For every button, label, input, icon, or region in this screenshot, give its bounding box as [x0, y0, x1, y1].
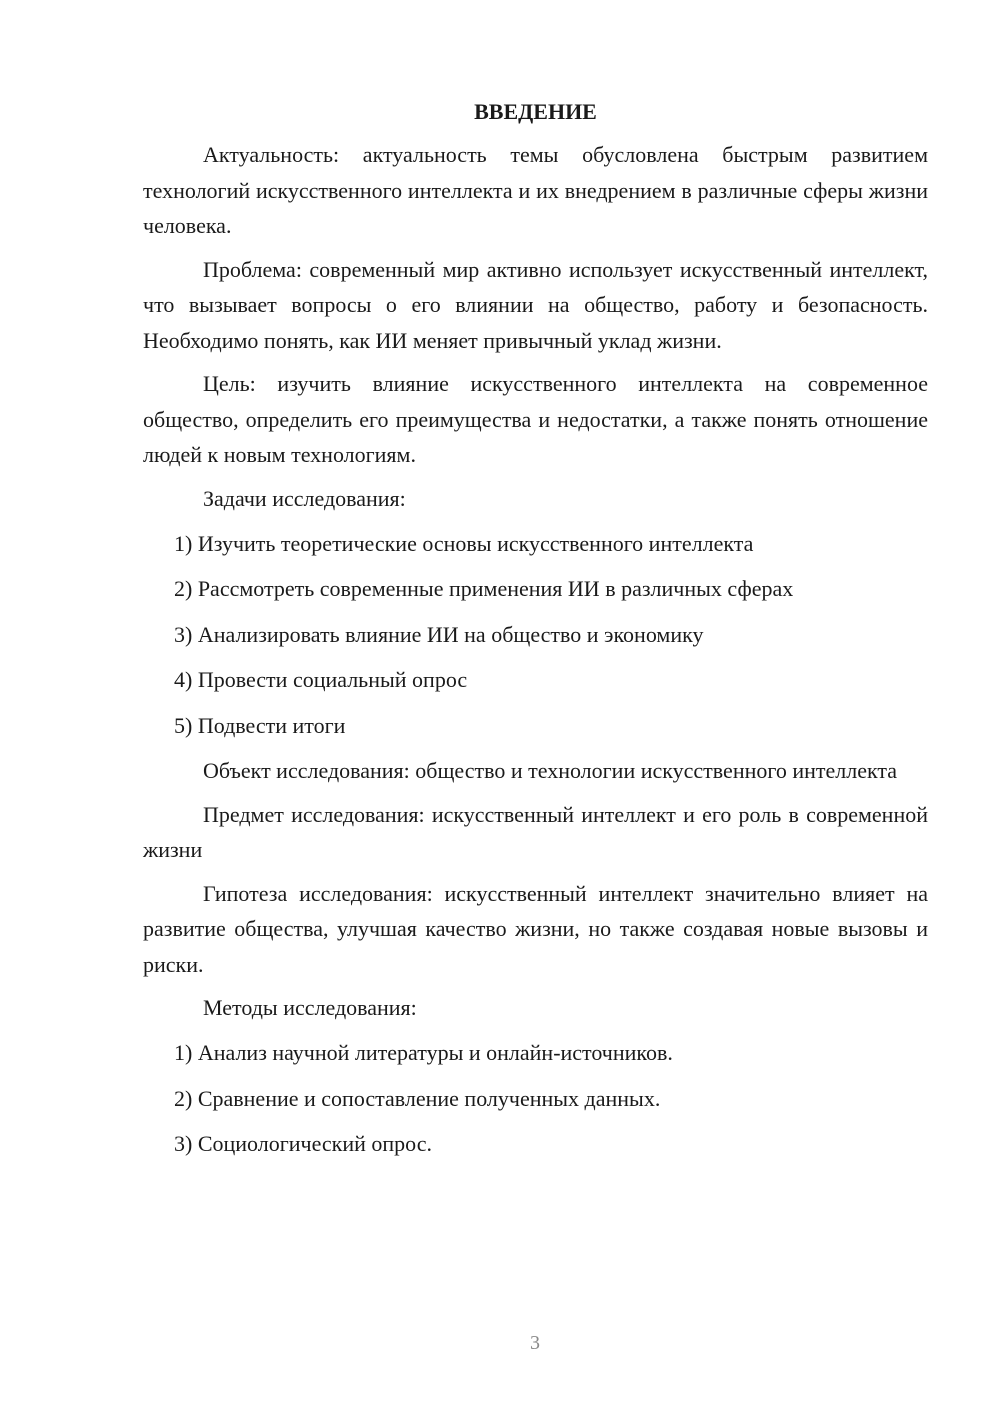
hypothesis-paragraph: Гипотеза исследования: искусственный интеллект значительно влияет на развитие общества, улучшая качество жизни, но также создавая новые вызовы и риски. [143, 880, 928, 977]
document-body [143, 94, 928, 1172]
task-item: 2) Рассмотреть современные применения ИИ в различных сферах [174, 576, 794, 601]
goal-paragraph: Цель: изучить влияние искусственного интеллекта на современное общество, определить его преимущества и недостатки, а также понять отношение людей к новым технологиям. [143, 371, 928, 467]
task-item: 1) Изучить теоретические основы искусственного интеллекта [174, 530, 754, 556]
subject-paragraph: Предмет исследования: искусственный интеллект и его роль в современной жизни [143, 801, 928, 862]
problem-paragraph: Проблема: современный мир активно использует искусственный интеллект, что вызывает вопросы о его влиянии на общество, работу и безопасность. Необходимо понять, как ИИ меняет привычный уклад жизни. [143, 256, 928, 353]
object-paragraph: Объект исследования: общество и технологии искусственного интеллекта [203, 758, 898, 783]
tasks-heading: Задачи исследования: [203, 485, 406, 511]
task-item: 4) Провести социальный опрос [174, 667, 468, 692]
methods-heading: Методы исследования: [203, 995, 417, 1020]
task-item: 5) Подвести итоги [174, 712, 346, 738]
methods-list [143, 1035, 928, 1162]
task-item: 3) Анализировать влияние ИИ на общество и экономику [174, 621, 704, 647]
method-item: 3) Социологический опрос. [174, 1131, 432, 1156]
relevance-paragraph: Актуальность: актуальность темы обусловлена быстрым развитием технологий искусственного интеллекта и их внедрением в различные сферы жизни человека. [143, 142, 928, 238]
page-number: 3 [530, 1332, 540, 1354]
tasks-list [143, 526, 928, 744]
method-item: 2) Сравнение и сопоставление полученных данных. [174, 1085, 661, 1111]
method-item: 1) Анализ научной литературы и онлайн-источников. [174, 1040, 673, 1065]
section-title: ВВЕДЕНИЕ [474, 99, 597, 124]
